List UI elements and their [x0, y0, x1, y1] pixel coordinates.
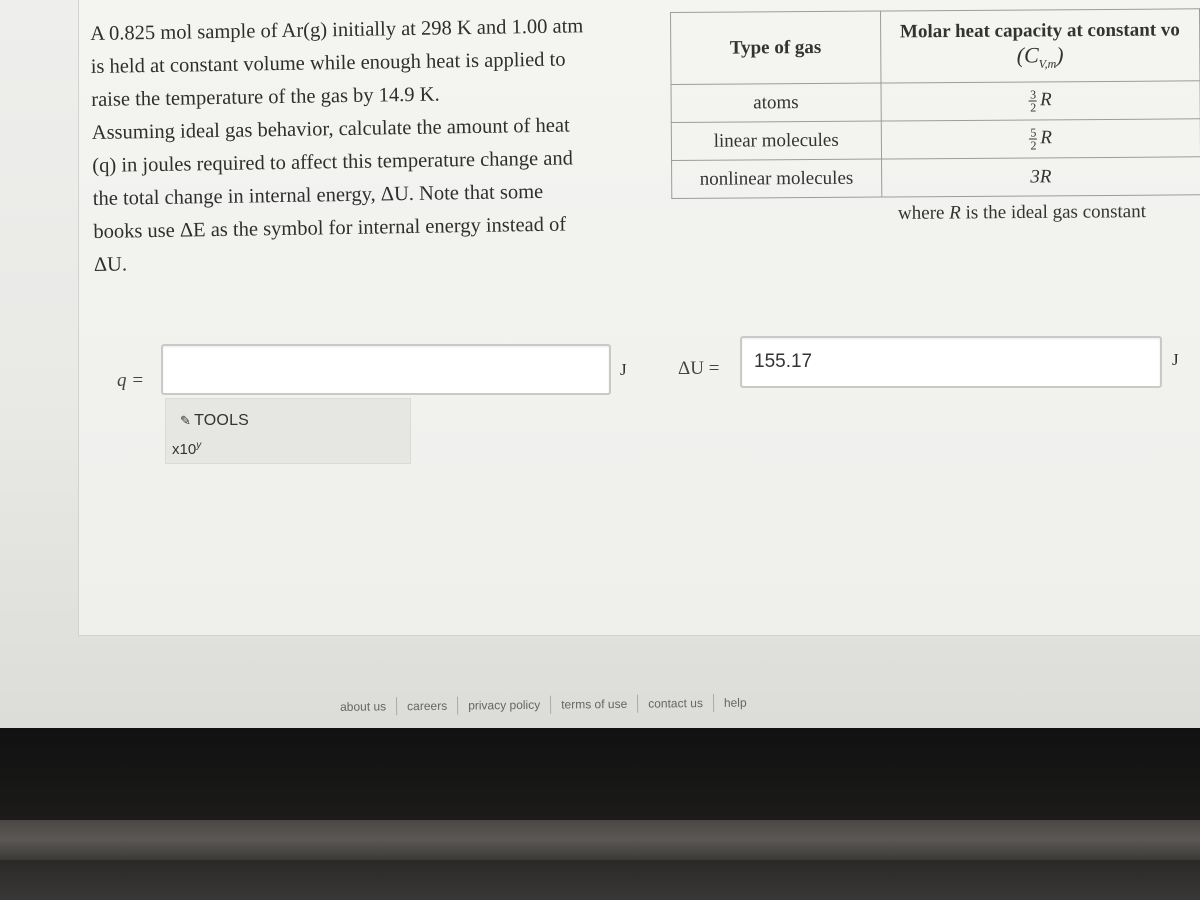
scientific-notation-button[interactable] [172, 440, 201, 458]
table-footnote [898, 201, 1146, 225]
gas-type-cell: nonlinear molecules [672, 159, 882, 198]
footer-link-about-us[interactable]: about us [330, 697, 397, 716]
fraction [1029, 88, 1037, 113]
header-molar-heat-capacity [880, 9, 1200, 83]
sci-base: x10 [172, 441, 197, 458]
footer-link-terms-of-use[interactable]: terms of use [551, 695, 638, 714]
footer-link-careers[interactable]: careers [397, 697, 458, 716]
cv-value-cell [881, 81, 1200, 121]
tools-panel [165, 398, 411, 464]
tools-button[interactable] [180, 412, 249, 430]
footer-link-contact-us[interactable]: contact us [638, 694, 714, 713]
footer-link-help[interactable]: help [723, 695, 747, 710]
delta-u-label: ΔU = [678, 358, 720, 379]
table-row [671, 81, 1200, 123]
fraction-denominator: 2 [1030, 100, 1037, 115]
wrench-icon: ✎ [180, 413, 192, 428]
fraction-denominator: 2 [1030, 138, 1037, 153]
gas-type-cell: atoms [671, 83, 881, 122]
laptop-bezel [0, 728, 1200, 900]
delta-u-answer-input[interactable] [740, 336, 1162, 388]
problem-text: A 0.825 mol sample of Ar(g) initially at 298 K and 1.00 atm is held at constant volume while enough heat is applied to raise the temperature of the gas by 14.9 K. Assuming ideal gas behavior, calculate the amount of heat (q) in joules required to affect this temperature change and the total change in internal energy, ΔU. Note that some books use ΔE as the symbol for internal energy instead of ΔU. [90, 15, 584, 276]
delta-u-unit: J [1172, 350, 1179, 369]
cv-symbol-close: ) [1056, 42, 1064, 68]
q-label: q = [117, 370, 145, 391]
fraction-numerator: 5 [1030, 125, 1037, 140]
footer-link-privacy-policy[interactable]: privacy policy [458, 696, 551, 715]
table-row [671, 119, 1200, 161]
footer-links [330, 694, 757, 716]
q-unit: J [620, 360, 627, 379]
cv-symbol-open: (C [1016, 42, 1039, 68]
cv-symbol [885, 41, 1196, 73]
cv-symbol-sub: V,m [1038, 56, 1057, 71]
q-answer-input[interactable] [161, 344, 611, 395]
tools-label: TOOLS [194, 412, 250, 429]
footnote-r: R [949, 202, 961, 224]
heat-capacity-table [670, 8, 1200, 199]
table-row [672, 157, 1200, 199]
header-type-of-gas: Type of gas [671, 11, 881, 84]
cv-value-cell: 3R [881, 157, 1200, 197]
laptop-hinge [0, 820, 1200, 860]
gas-type-cell: linear molecules [671, 121, 881, 160]
fraction-numerator: 3 [1030, 87, 1037, 102]
problem-statement [90, 10, 634, 282]
table-header-row [671, 9, 1200, 85]
header-cv-title: Molar heat capacity at constant vo [899, 19, 1180, 43]
gas-constant-symbol: R [1040, 127, 1053, 149]
footnote-suffix: is the ideal gas constant [960, 201, 1147, 224]
cv-value-cell [881, 119, 1200, 159]
footnote-prefix: where [897, 202, 950, 224]
sci-exponent: y [196, 440, 202, 451]
fraction [1029, 126, 1037, 151]
gas-constant-symbol: R [1040, 89, 1052, 111]
